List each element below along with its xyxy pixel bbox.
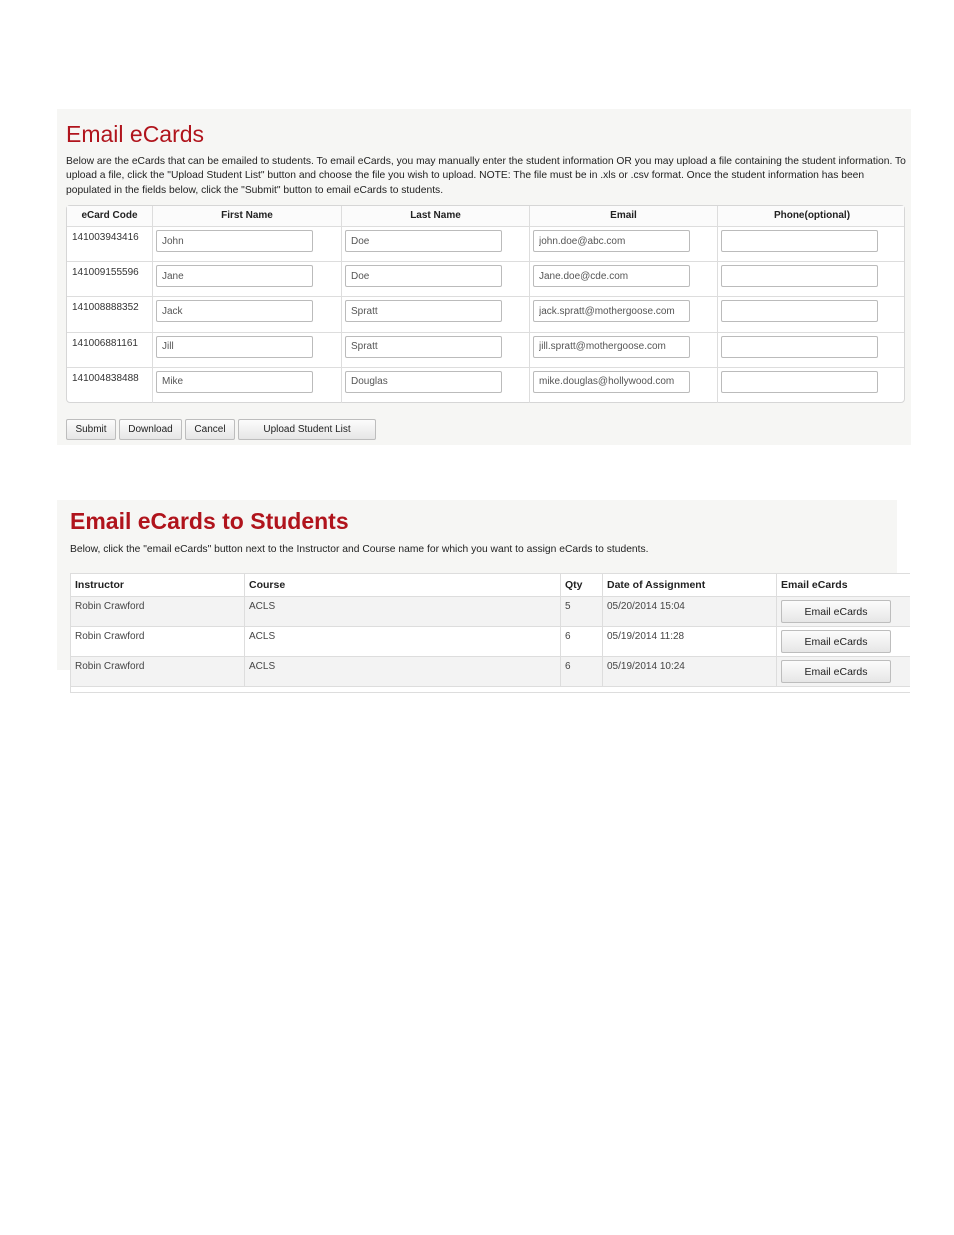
table-cell [717,333,906,367]
instructor-name: Robin Crawford [75,601,145,612]
email-ecards-panel [57,109,911,445]
page-title: Email eCards [66,121,205,147]
date-of-assignment: 05/19/2014 11:28 [602,627,776,656]
table-cell [152,297,341,331]
table-cell [529,227,717,261]
table-cell [776,657,911,686]
phone-input[interactable] [721,300,878,322]
column-header-ecard-code: eCard Code [81,210,138,221]
ecard-code: 141006881161 [72,337,138,349]
last-name-input[interactable] [345,371,502,393]
phone-input[interactable] [721,230,878,252]
column-header-instructor: Instructor [75,579,125,591]
table-row [71,627,910,657]
table-cell [717,368,906,403]
phone-input[interactable] [721,371,878,393]
instructions-text: Below are the eCards that can be emailed to students. To email eCards, you may manually enter the student information OR you may upload a file containing the student information. To upload a file, click the "Upload Student List" button and choose the file you wish to upload. NOTE: The file must be in .xls or .csv format. Once the student information has been populated in the fields below, click the "Submit" button to email eCards to students. [66,156,906,196]
column-header-date-of-assignment: Date of Assignment [602,574,776,596]
first-name-input[interactable] [156,300,313,322]
email-ecards-button[interactable]: Email eCards [781,600,891,623]
table-cell [152,262,341,296]
table-cell [152,333,341,367]
table-cell [341,368,529,403]
table-cell [152,227,341,261]
ecards-table [66,205,905,403]
instructor-name: Robin Crawford [75,631,145,642]
table-header [71,574,910,597]
phone-input[interactable] [721,336,878,358]
table-cell [341,333,529,367]
table-cell [341,262,529,296]
table-row [67,368,904,403]
email-ecards-button[interactable]: Email eCards [781,660,891,683]
column-header-phone: Phone(optional) [717,206,906,226]
email-input[interactable] [533,371,690,393]
table-cell [717,227,906,261]
column-header-course: Course [244,574,560,596]
first-name-input[interactable] [156,265,313,287]
first-name-input[interactable] [156,230,313,252]
table-row [71,597,910,627]
last-name-input[interactable] [345,336,502,358]
date-of-assignment: 05/19/2014 10:24 [602,657,776,686]
email-input[interactable] [533,336,690,358]
table-header [67,206,904,227]
section-instructions: Below, click the "email eCards" button next to the Instructor and Course name for which you want to assign eCards to students. [70,544,649,555]
ecard-code: 141009155596 [72,267,139,279]
last-name-input[interactable] [345,265,502,287]
course-name: ACLS [244,597,560,626]
last-name-input[interactable] [345,230,502,252]
table-cell [717,297,906,331]
table-cell [529,297,717,331]
submit-button[interactable]: Submit [66,419,116,440]
phone-input[interactable] [721,265,878,287]
course-name: ACLS [244,657,560,686]
table-cell [776,597,911,626]
email-input[interactable] [533,265,690,287]
table-cell [152,368,341,403]
upload-student-list-button[interactable]: Upload Student List [238,419,376,440]
ecard-code: 141003943416 [72,232,139,243]
table-row [67,262,904,297]
download-button[interactable]: Download [119,419,182,440]
first-name-input[interactable] [156,336,313,358]
email-input[interactable] [533,230,690,252]
date-of-assignment: 05/20/2014 15:04 [602,597,776,626]
quantity: 6 [560,627,602,656]
table-cell [529,262,717,296]
table-row [71,657,910,687]
ecard-code: 141008888352 [72,302,139,314]
table-cell [341,297,529,331]
column-header-email-ecards: Email eCards [776,574,911,596]
quantity: 5 [560,597,602,626]
table-cell [341,227,529,261]
email-ecards-to-students-panel [57,500,897,678]
table-row [67,297,904,332]
quantity: 6 [560,657,602,686]
first-name-input[interactable] [156,371,313,393]
ecard-code: 141004838488 [72,372,139,384]
table-cell [776,627,911,656]
assignments-table [70,573,910,693]
email-input[interactable] [533,300,690,322]
column-header-last-name: Last Name [341,206,529,226]
table-cell [529,333,717,367]
course-name: ACLS [244,627,560,656]
email-ecards-button[interactable]: Email eCards [781,630,891,653]
cancel-button[interactable]: Cancel [185,419,235,440]
column-header-email: Email [529,206,717,226]
table-row [67,333,904,368]
column-header-qty: Qty [560,574,602,596]
column-header-first-name: First Name [152,206,341,226]
table-row [67,227,904,262]
table-cell [529,368,717,403]
section-title: Email eCards to Students [70,508,349,534]
last-name-input[interactable] [345,300,502,322]
table-cell [717,262,906,296]
instructor-name: Robin Crawford [75,661,145,672]
